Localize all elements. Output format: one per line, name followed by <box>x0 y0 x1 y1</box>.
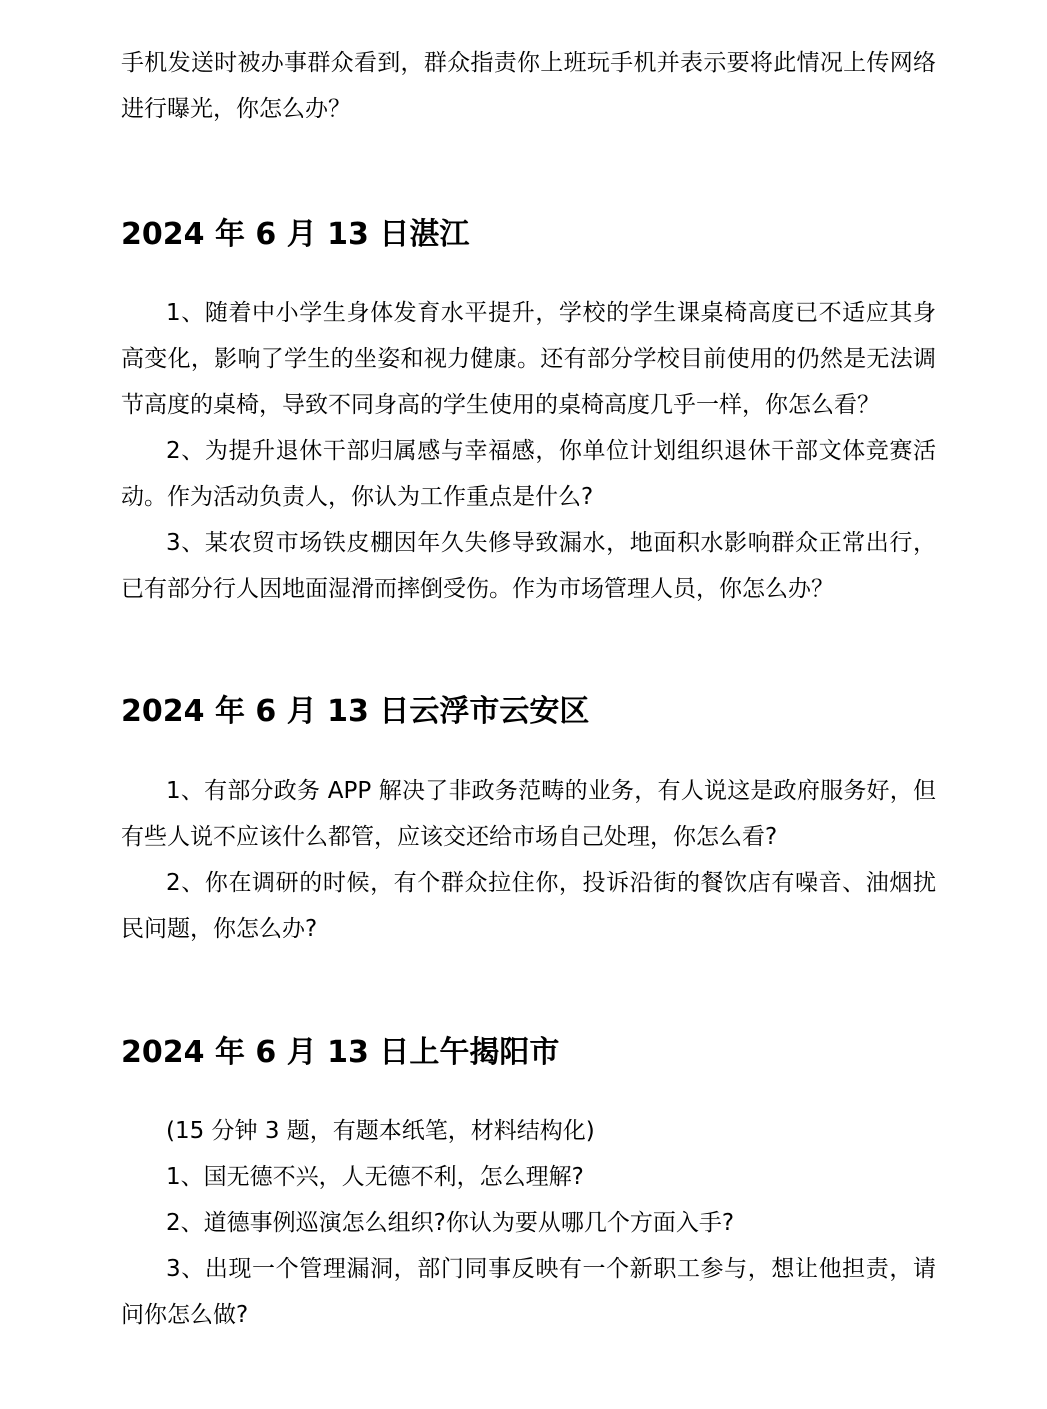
zhanjiang-q2-line-1: 2、为提升退休干部归属感与幸福感，你单位计划组织退休干部文体竞赛活 <box>166 438 936 464</box>
jieyang-q2-line-1: 2、道德事例巡演怎么组织?你认为要从哪几个方面入手? <box>166 1210 735 1236</box>
jieyang-q1-line-1: 1、国无德不兴，人无德不利，怎么理解? <box>166 1164 584 1190</box>
zhanjiang-q1-line-1: 1、随着中小学生身体发育水平提升，学校的学生课桌椅高度已不适应其身 <box>166 300 936 326</box>
zhanjiang-q1-line-2: 高变化，影响了学生的坐姿和视力健康。还有部分学校目前使用的仍然是无法调 <box>121 346 936 372</box>
section-heading-yunfu: 2024 年 6 月 13 日云浮市云安区 <box>121 694 590 729</box>
jieyang-q3-line-1: 3、出现一个管理漏洞，部门同事反映有一个新职工参与，想让他担责，请 <box>166 1256 936 1282</box>
yunfu-q2-line-2: 民问题，你怎么办? <box>121 916 318 942</box>
jieyang-note: (15 分钟 3 题，有题本纸笔，材料结构化) <box>166 1118 595 1144</box>
intro-line-1: 手机发送时被办事群众看到，群众指责你上班玩手机并表示要将此情况上传网络 <box>121 50 936 76</box>
section-heading-zhanjiang: 2024 年 6 月 13 日湛江 <box>121 217 470 252</box>
zhanjiang-q3-line-1: 3、某农贸市场铁皮棚因年久失修导致漏水，地面积水影响群众正常出行， <box>166 530 936 556</box>
zhanjiang-q2-line-2: 动。作为活动负责人，你认为工作重点是什么? <box>121 484 594 510</box>
yunfu-q1-line-1: 1、有部分政务 APP 解决了非政务范畴的业务，有人说这是政府服务好，但 <box>166 778 936 804</box>
intro-line-2: 进行曝光，你怎么办？ <box>121 96 351 122</box>
yunfu-q2-line-1: 2、你在调研的时候，有个群众拉住你，投诉沿街的餐饮店有噪音、油烟扰 <box>166 870 936 896</box>
zhanjiang-q1-line-3: 节高度的桌椅，导致不同身高的学生使用的桌椅高度几乎一样，你怎么看？ <box>121 392 880 418</box>
yunfu-q1-line-2: 有些人说不应该什么都管，应该交还给市场自己处理，你怎么看? <box>121 824 778 850</box>
zhanjiang-q3-line-2: 已有部分行人因地面湿滑而摔倒受伤。作为市场管理人员，你怎么办？ <box>121 576 834 602</box>
section-heading-jieyang: 2024 年 6 月 13 日上午揭阳市 <box>121 1035 560 1070</box>
jieyang-q3-line-2: 问你怎么做? <box>121 1302 249 1328</box>
